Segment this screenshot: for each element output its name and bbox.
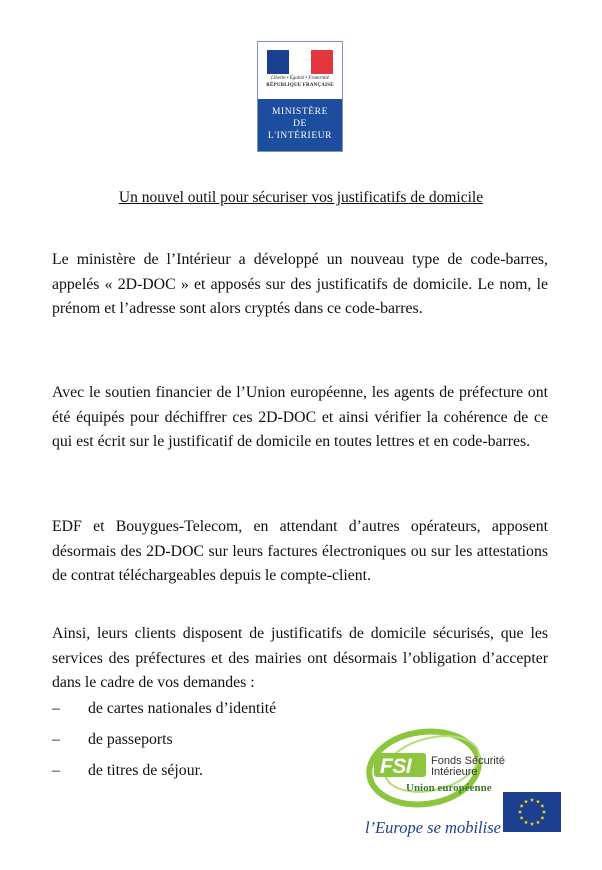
fsi-name-line: Fonds Sécurité [431, 755, 505, 767]
list-item-text: de cartes nationales d’identité [88, 700, 277, 717]
logo-top [258, 42, 342, 99]
ministry-name [258, 99, 342, 151]
ministry-line: MINISTÈRE [271, 107, 329, 117]
fsi-union: Union européenne [406, 782, 492, 794]
list-item-text: de passeports [88, 731, 173, 748]
list-item [52, 700, 276, 731]
list-bullet: – [52, 700, 60, 717]
republic-motto: Liberté • Égalité • Fraternité [271, 76, 329, 81]
paragraph: Avec le soutien financier de l’Union européenne, les agents de préfecture ont été équipés pour déchiffrer ces 2D-DOC et ainsi vérifier la cohérence de ce qui est écrit sur le justificatif de domicile en toutes lettres et en code-barres. [52, 384, 548, 450]
list-bullet: – [52, 762, 60, 779]
fsi-acronym: FSI [380, 755, 412, 778]
french-flag-icon [267, 50, 333, 74]
ministry-line: DE [293, 119, 307, 129]
paragraph: Ainsi, leurs clients disposent de justificatifs de domicile sécurisés, que les services des préfectures et des mairies ont désormais l’obligation d’accepter dans le cadre de vos demandes : [52, 625, 548, 691]
list-item-text: de titres de séjour. [88, 762, 203, 779]
slogan: l’Europe se mobilise [365, 818, 501, 837]
fsi-fullname [431, 756, 521, 778]
ministry-logo [257, 41, 343, 152]
list-item [52, 731, 276, 762]
republic-name: RÉPUBLIQUE FRANÇAISE [266, 83, 334, 88]
fsi-name-line: Intérieure [431, 766, 478, 778]
ministry-line: L'INTÉRIEUR [267, 131, 333, 141]
paragraph: EDF et Bouygues-Telecom, en attendant d’autres opérateurs, apposent désormais des 2D-DOC sur leurs factures électroniques ou sur les attestations de contrat téléchargeables depuis le compte-client. [52, 518, 548, 584]
document-list [52, 700, 276, 793]
list-bullet: – [52, 731, 60, 748]
eu-flag-icon [503, 792, 561, 832]
list-item [52, 762, 276, 793]
page-title: Un nouvel outil pour sécuriser vos justificatifs de domicile [118, 189, 484, 206]
paragraph: Le ministère de l’Intérieur a développé un nouveau type de code-barres, appelés « 2D-DOC » et apposés sur des justificatifs de domicile. Le nom, le prénom et l’adresse sont alors cryptés dans ce code-barres. [52, 251, 548, 317]
